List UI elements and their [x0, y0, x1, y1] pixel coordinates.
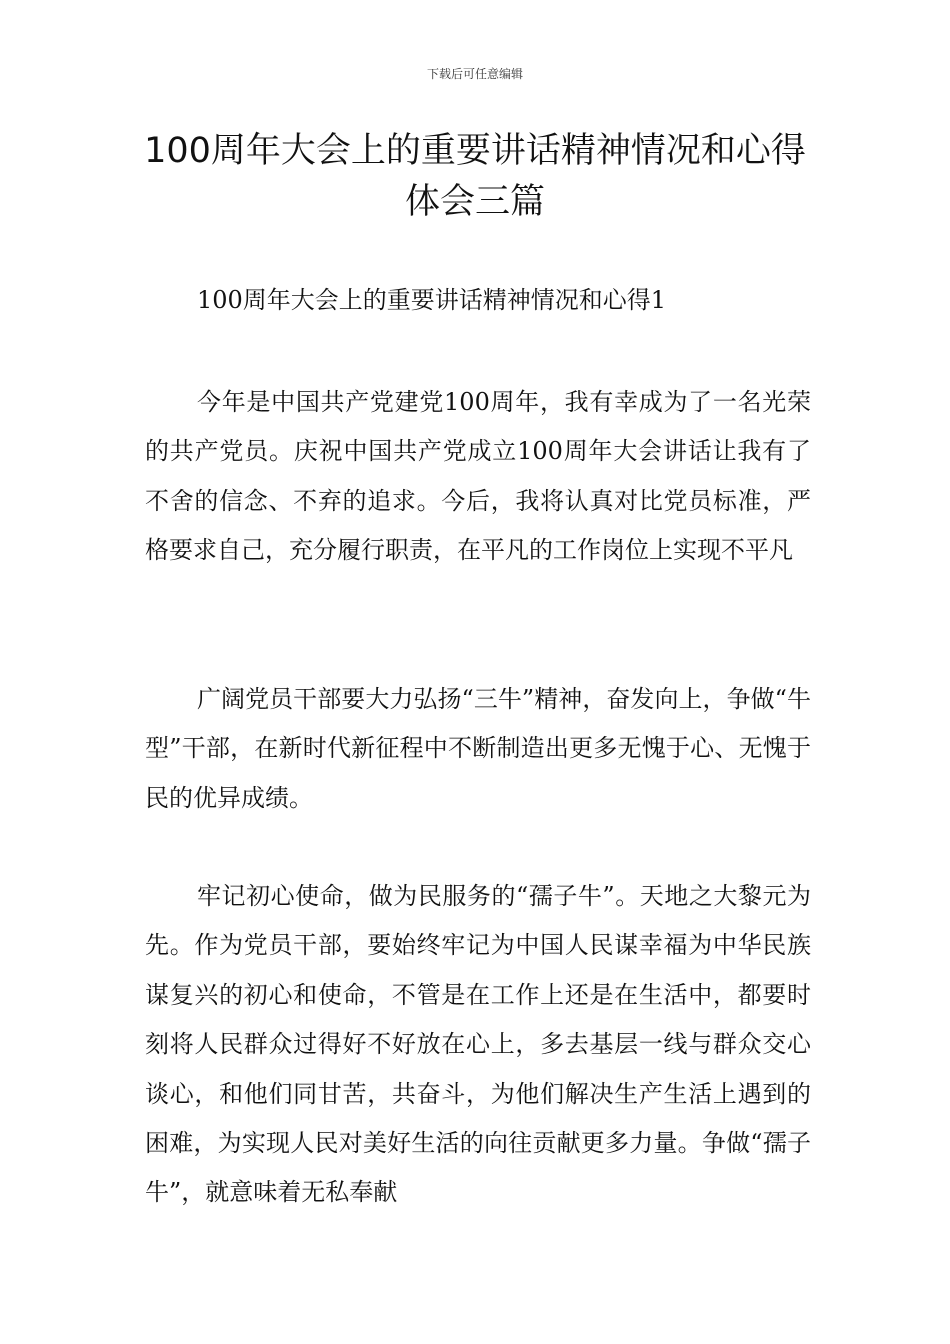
document-title: 100周年大会上的重要讲话精神情况和心得体会三篇 [144, 131, 806, 222]
section-heading: 100周年大会上的重要讲话精神情况和心得1 [197, 286, 667, 314]
paragraph-1: 今年是中国共产党建党100周年，我有幸成为了一名光荣的共产党员。庆祝中国共产党成立100周年大会讲话让我有了不舍的信念、不弃的追求。今后，我将认真对比党员标准，严格要求自己，充分履行职责，在平凡的工作岗位上实现不平凡 [145, 388, 811, 565]
paragraph-2: 广阔党员干部要大力弘扬“三牛”精神，奋发向上，争做“牛型”干部，在新时代新征程中不断制造出更多无愧于心、无愧于民的优异成绩。 [145, 685, 811, 812]
header-note: 下载后可任意编辑 [426, 67, 523, 81]
paragraph-3: 牢记初心使命，做为民服务的“孺子牛”。天地之大黎元为先。作为党员干部，要始终牢记为中国人民谋幸福为中华民族谋复兴的初心和使命，不管是在工作上还是在生活中，都要时刻将人民群众过得好不好放在心上，多去基层一线与群众交心谈心，和他们同甘苦，共奋斗，为他们解决生产生活上遇到的困难，为实现人民对美好生活的向往贡献更多力量。争做“孺子牛”，就意味着无私奉献 [145, 882, 811, 1207]
